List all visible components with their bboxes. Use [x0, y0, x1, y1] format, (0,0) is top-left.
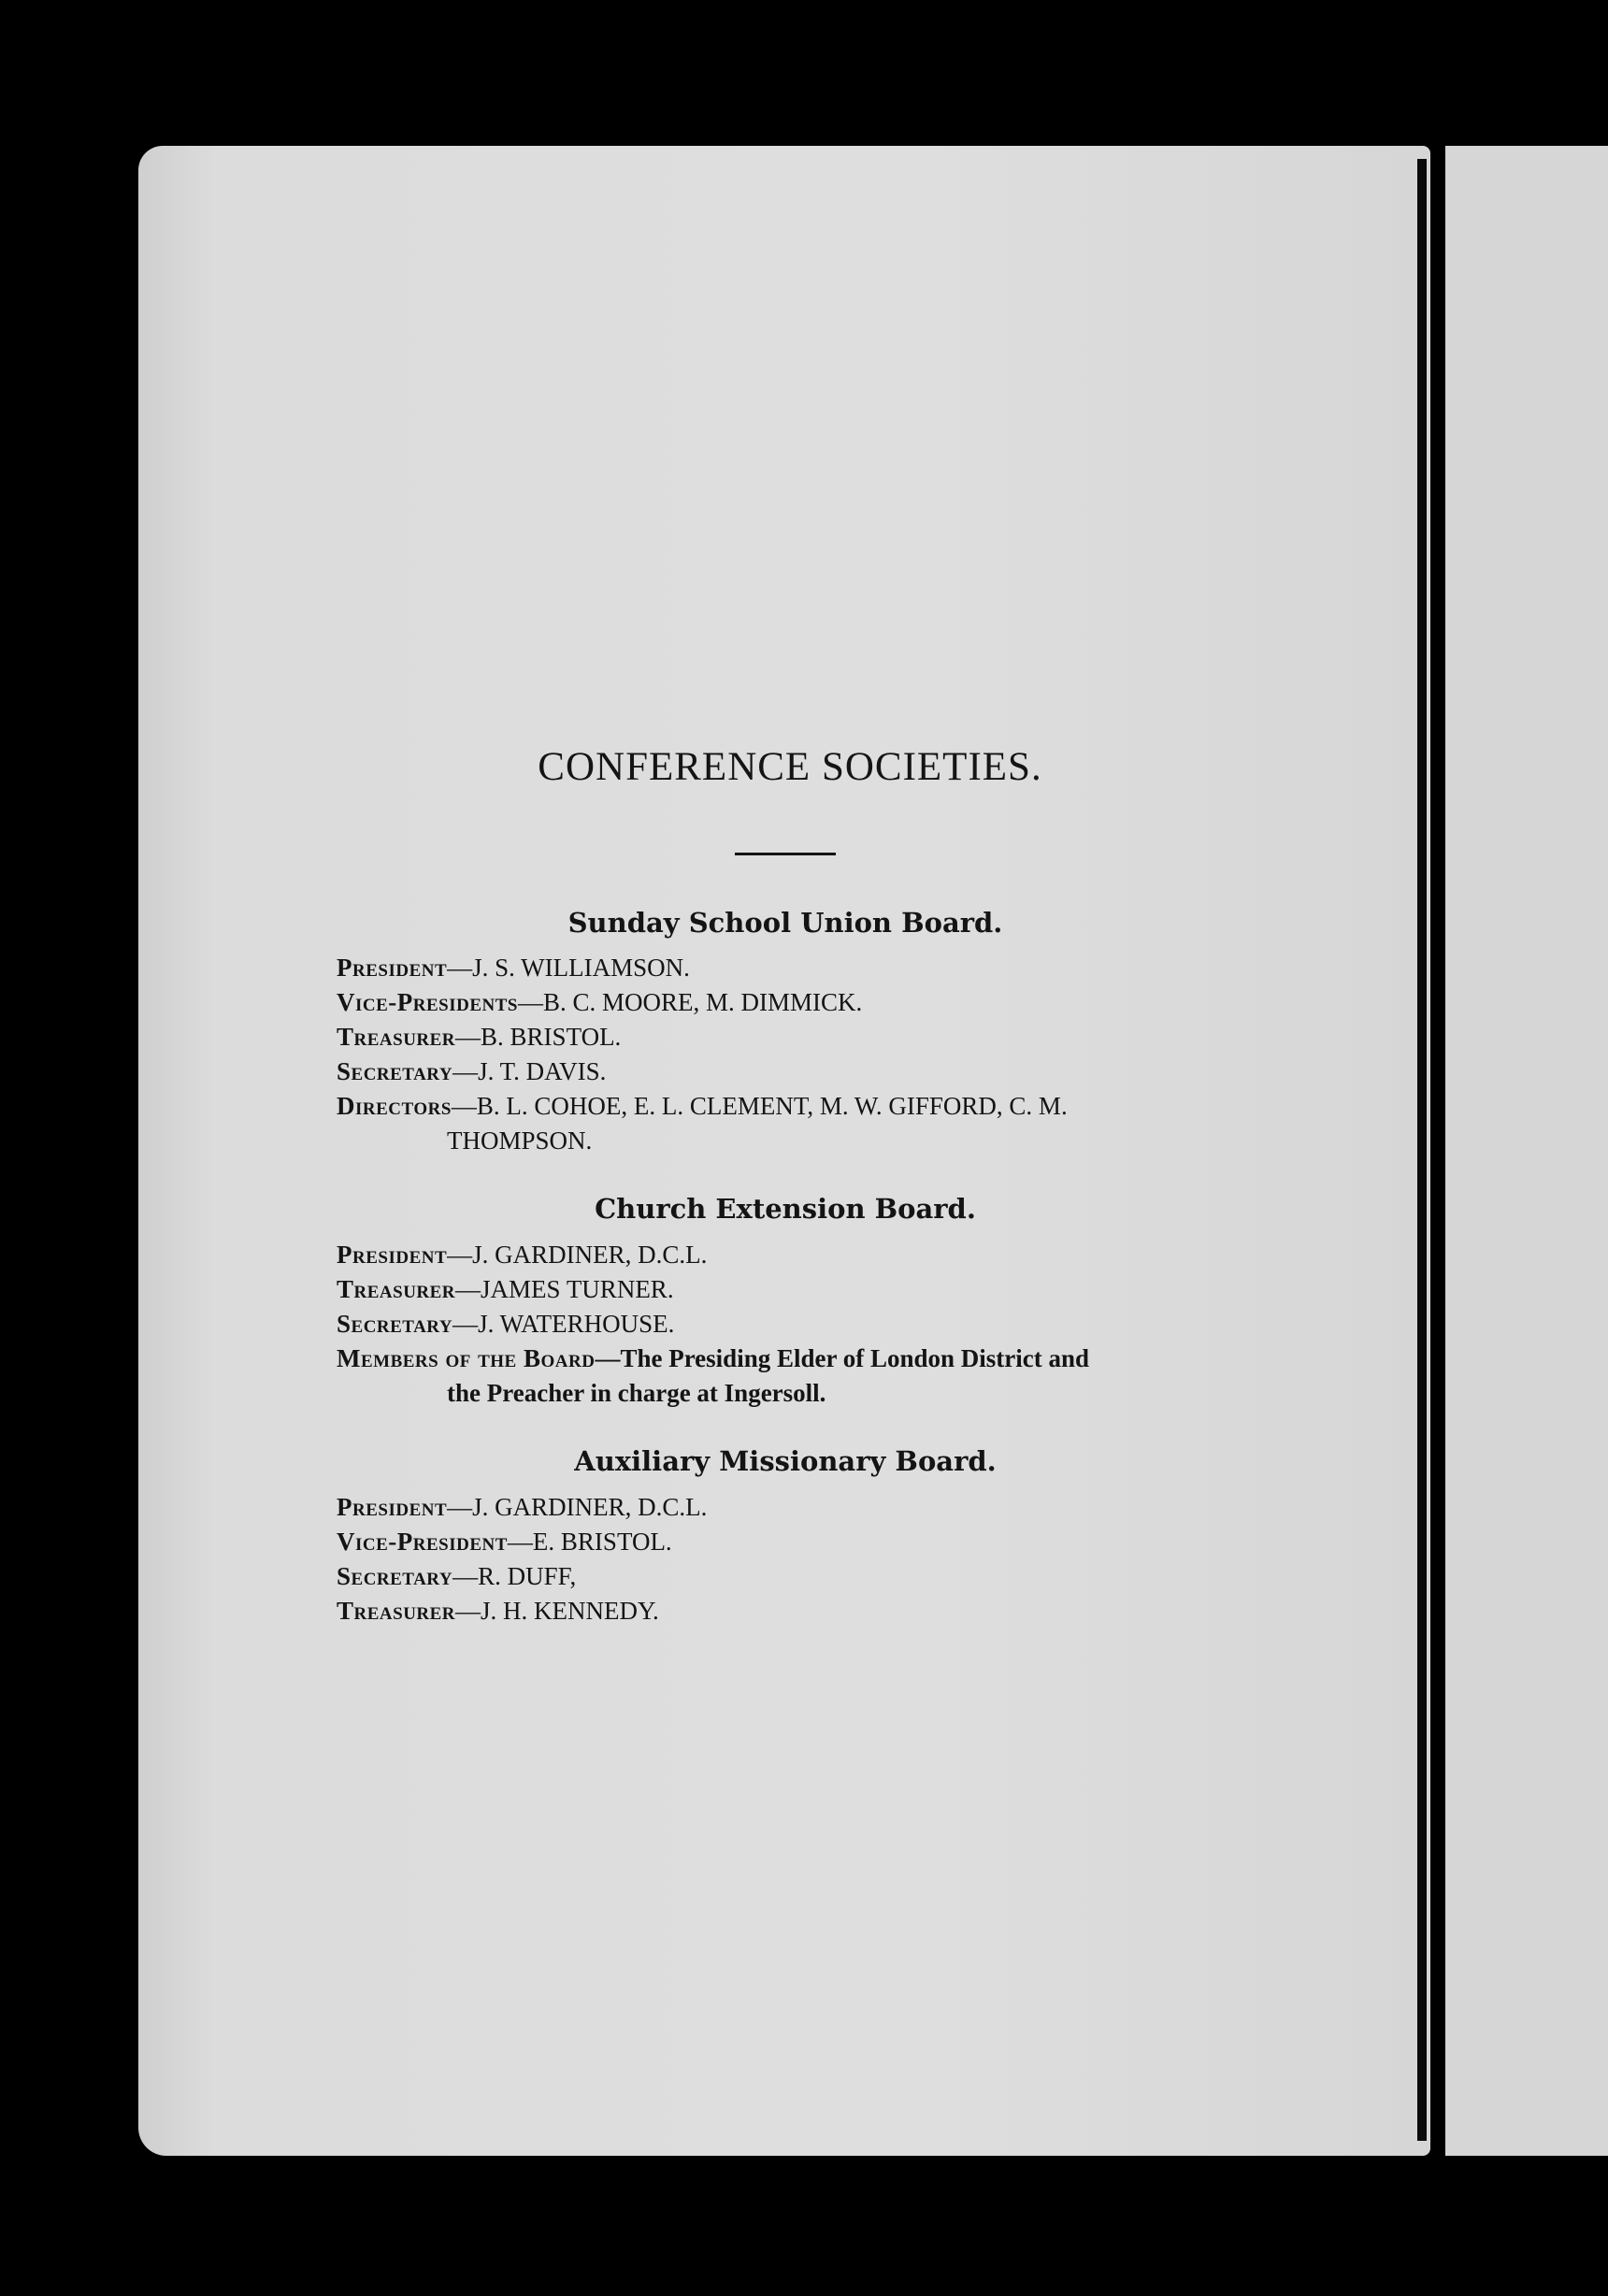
- section-heading-sunday-school: Sunday School Union Board.: [567, 907, 1003, 939]
- names: —J. WATERHOUSE.: [452, 1310, 675, 1338]
- role-label: Members of the Board: [337, 1344, 596, 1372]
- title-rule: [735, 853, 836, 855]
- role-label: Treasurer: [337, 1597, 456, 1625]
- role-label: President: [337, 1493, 448, 1521]
- entry-vice-presidents: [337, 985, 1243, 1020]
- role-label: Secretary: [337, 1310, 453, 1338]
- entry-members-of-the-board: [337, 1342, 1243, 1411]
- names: —J. S. WILLIAMSON.: [447, 954, 690, 982]
- section-heading-church-extension: Church Extension Board.: [595, 1193, 976, 1225]
- names: —J. T. DAVIS.: [452, 1057, 607, 1085]
- names-continuation: THOMPSON.: [447, 1126, 593, 1155]
- names: —The Presiding Elder of London District and: [595, 1344, 1090, 1372]
- role-label: Secretary: [337, 1057, 453, 1085]
- role-label: President: [337, 954, 448, 982]
- role-label: Directors: [337, 1092, 452, 1120]
- names: —B. L. COHOE, E. L. CLEMENT, M. W. GIFFORD, C. M.: [451, 1092, 1068, 1120]
- names: —J. H. KENNEDY.: [455, 1597, 659, 1625]
- entry-vice-president: [337, 1525, 1243, 1559]
- entry-president: [337, 1490, 1243, 1525]
- names: —JAMES TURNER.: [455, 1275, 674, 1303]
- names: —J. GARDINER, D.C.L.: [447, 1493, 708, 1521]
- role-label: Vice-President: [337, 1528, 508, 1556]
- entry-president: [337, 1238, 1243, 1272]
- page-title: CONFERENCE SOCIETIES.: [538, 745, 1042, 789]
- names: —R. DUFF,: [452, 1562, 577, 1590]
- role-label: Treasurer: [337, 1275, 456, 1303]
- entry-treasurer: [337, 1020, 1243, 1055]
- names: —E. BRISTOL.: [507, 1528, 672, 1556]
- entry-secretary: [337, 1307, 1243, 1342]
- role-label: Secretary: [337, 1562, 453, 1590]
- role-label: Vice-Presidents: [337, 988, 518, 1016]
- entry-directors: [337, 1089, 1243, 1158]
- entry-president: [337, 951, 1243, 985]
- entry-secretary: [337, 1559, 1243, 1594]
- names-continuation: the Preacher in charge at Ingersoll.: [447, 1379, 826, 1407]
- role-label: Treasurer: [337, 1023, 456, 1051]
- role-label: President: [337, 1241, 448, 1269]
- names: —B. C. MOORE, M. DIMMICK.: [517, 988, 863, 1016]
- entry-treasurer: [337, 1272, 1243, 1307]
- names: —J. GARDINER, D.C.L.: [447, 1241, 708, 1269]
- section-heading-auxiliary-missionary: Auxiliary Missionary Board.: [574, 1445, 997, 1477]
- names: —B. BRISTOL.: [455, 1023, 622, 1051]
- entry-secretary: [337, 1055, 1243, 1089]
- entry-treasurer: [337, 1594, 1243, 1629]
